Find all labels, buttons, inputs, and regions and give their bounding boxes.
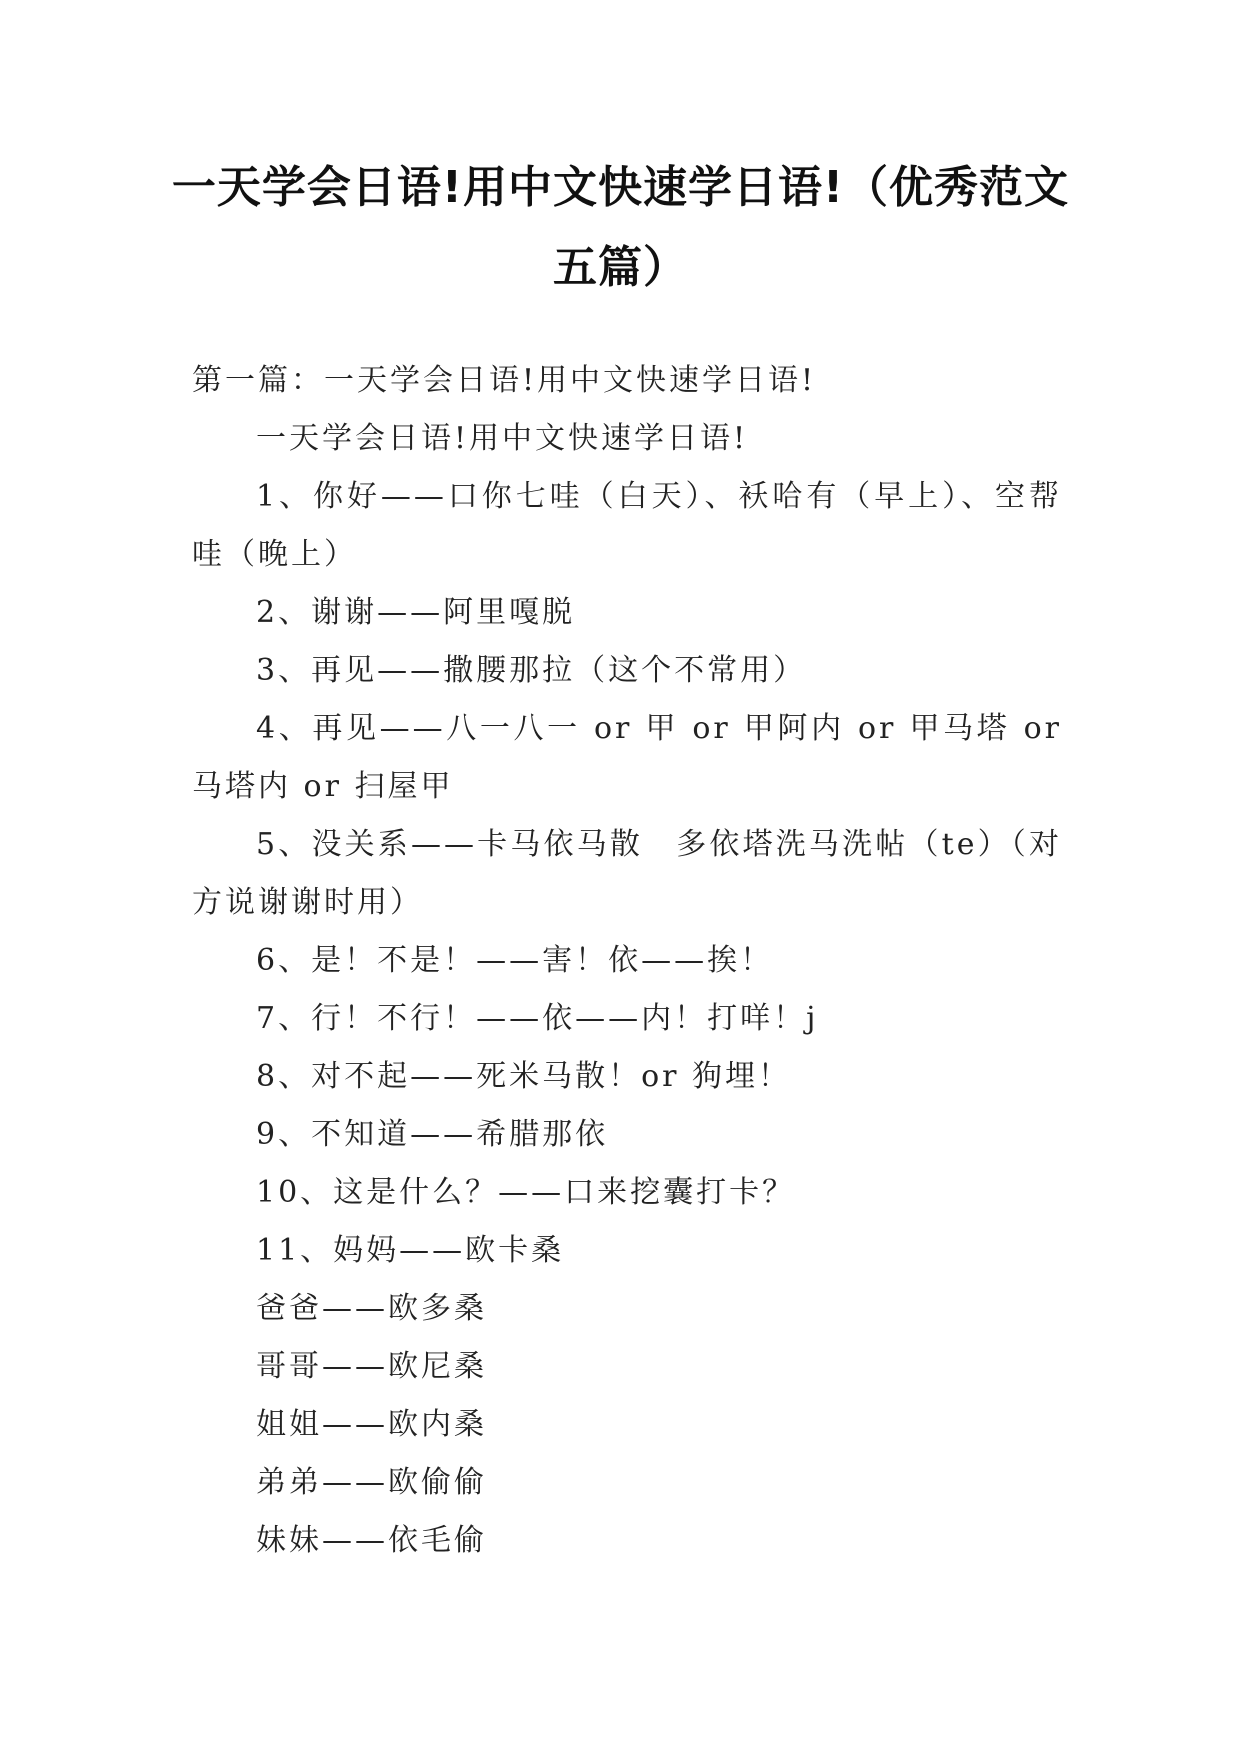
document-title: 一天学会日语!用中文快速学日语!（优秀范文五篇） [171,162,1070,293]
document-body [192,352,1062,1570]
family-term-younger-sister: 妹妹——依毛偷 [256,1523,487,1558]
section-heading: 第一篇：一天学会日语!用中文快速学日语! [192,363,817,398]
family-term-older-brother: 哥哥——欧尼桑 [256,1349,487,1384]
entry-3: 3、再见——撒腰那拉（这个不常用） [256,653,807,688]
family-term-older-sister: 姐姐——欧内桑 [256,1407,487,1442]
entry-1: 1、你好——口你七哇（白天）、袄哈有（早上）、空帮哇（晚上） [192,479,1062,572]
entry-7: 7、行！不行！——依——内！打咩！j [256,1001,819,1036]
entry-5: 5、没关系——卡马依马散 多依塔洗马洗帖（te）（对方说谢谢时用） [192,827,1062,920]
family-term-younger-brother: 弟弟——欧偷偷 [256,1465,487,1500]
entry-2: 2、谢谢——阿里嘎脱 [256,595,576,630]
entry-4: 4、再见——八一八一 or 甲 or 甲阿内 or 甲马塔 or 马塔内 or 扫屋甲 [192,711,1062,804]
intro-paragraph: 一天学会日语!用中文快速学日语! [256,421,749,456]
entry-11: 11、妈妈——欧卡桑 [256,1233,565,1268]
family-term-father: 爸爸——欧多桑 [256,1291,487,1326]
entry-8: 8、对不起——死米马散！or 狗埋！ [256,1059,792,1094]
entry-9: 9、不知道——希腊那依 [256,1117,609,1152]
entry-6: 6、是！不是！——害！依——挨！ [256,943,774,978]
entry-10: 10、这是什么？——口来挖囊打卡？ [256,1175,796,1210]
